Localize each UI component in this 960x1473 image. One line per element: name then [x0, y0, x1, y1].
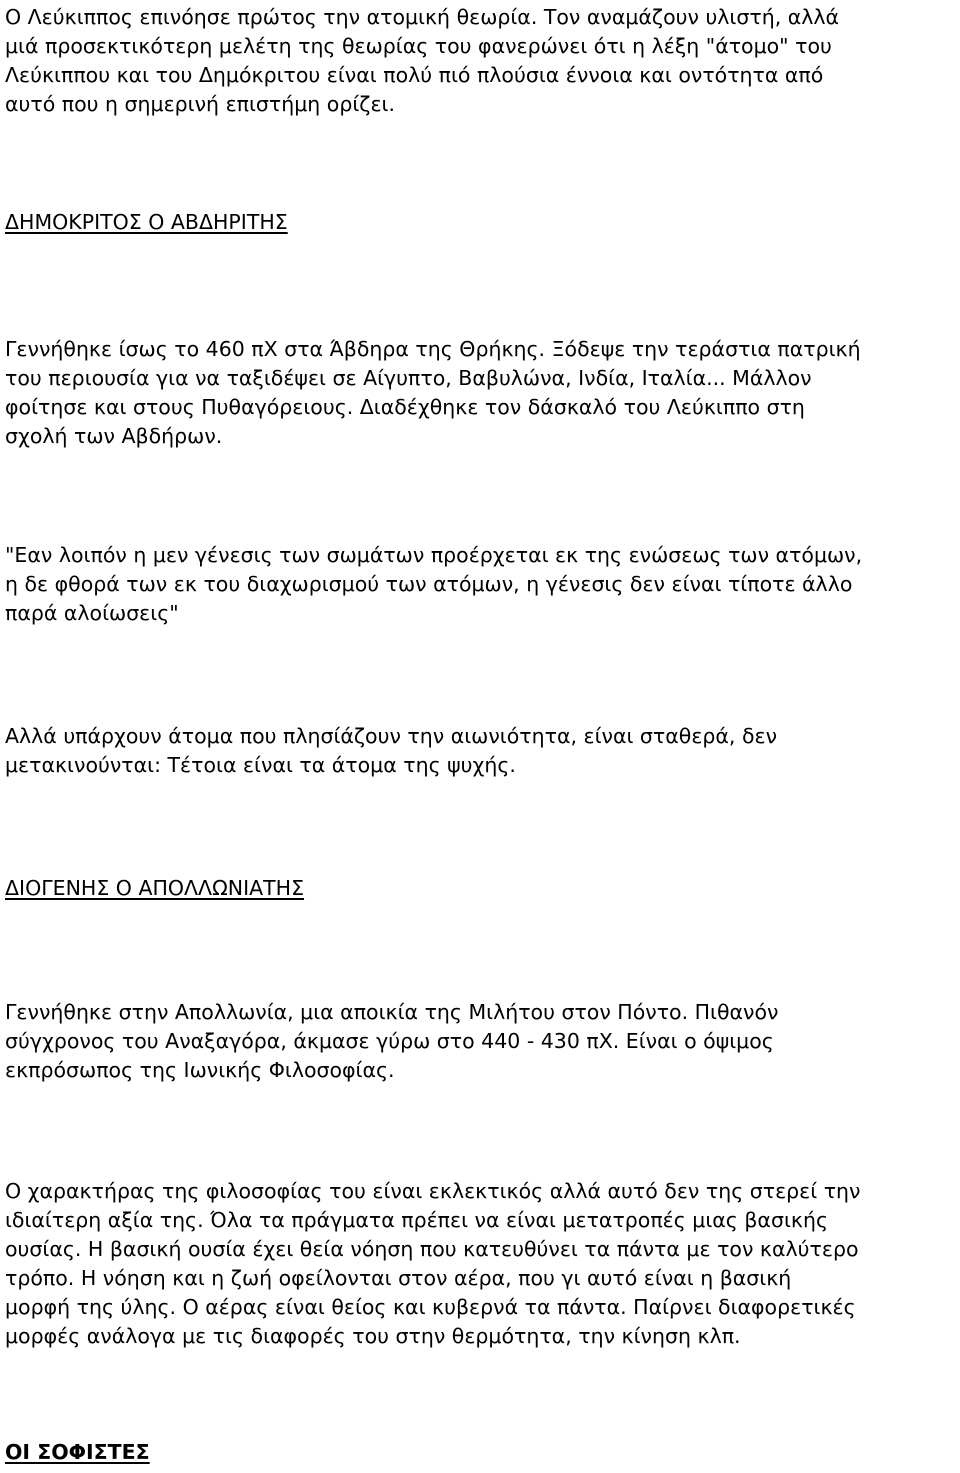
text-line: του περιουσία για να ταξιδέψει σε Αίγυπτο, Βαβυλώνα, Ινδία, Ιταλία... Μάλλον [5, 366, 812, 390]
diogenes-philosophy-paragraph [5, 1177, 960, 1351]
text-line: Ο Λεύκιππος επινόησε πρώτος την ατομική θεωρία. Τον αναμάζουν υλιστή, αλλά [5, 5, 840, 29]
text-line: μορφές ανάλογα με τις διαφορές του στην θερμότητα, την κίνηση κλπ. [5, 1324, 741, 1348]
text-line: σύγχρονος του Αναξαγόρα, άκμασε γύρω στο 440 - 430 πΧ. Είναι ο όψιμος [5, 1029, 774, 1053]
diogenes-bio-paragraph [5, 998, 960, 1085]
diogenes-heading: ΔΙΟΓΕΝΗΣ Ο ΑΠΟΛΛΩΝΙΑΤΗΣ [5, 876, 305, 900]
text-line: Αλλά υπάρχουν άτομα που πλησίάζουν την αιωνιότητα, είναι σταθερά, δεν [5, 724, 778, 748]
text-line: ουσίας. Η βασική ουσία έχει θεία νόηση που κατευθύνει τα πάντα με τον καλύτερο [5, 1237, 859, 1261]
democritus-bio-paragraph [5, 335, 960, 451]
sophists-heading: ΟΙ ΣΟΦΙΣΤΕΣ [5, 1440, 150, 1464]
text-line: Λεύκιππου και του Δημόκριτου είναι πολύ πιό πλούσια έννοια και οντότητα από [5, 63, 824, 87]
text-line: Γεννήθηκε ίσως το 460 πΧ στα Άβδηρα της Θρήκης. Ξόδεψε την τεράστια πατρική [5, 337, 861, 361]
text-line: η δε φθορά των εκ του διαχωρισμού των ατόμων, η γένεσις δεν είναι τίποτε άλλο [5, 572, 853, 596]
text-line: Γεννήθηκε στην Απολλωνία, μια αποικία της Μιλήτου στον Πόντο. Πιθανόν [5, 1000, 779, 1024]
text-line: εκπρόσωπος της Ιωνικής Φιλοσοφίας. [5, 1058, 395, 1082]
text-line: μορφή της ύλης. Ο αέρας είναι θείος και κυβερνά τα πάντα. Παίρνει διαφορετικές [5, 1295, 856, 1319]
text-line: Ο χαρακτήρας της φιλοσοφίας του είναι εκλεκτικός αλλά αυτό δεν της στερεί την [5, 1179, 861, 1203]
text-line: "Εαν λοιπόν η μεν γένεσις των σωμάτων προέρχεται εκ της ενώσεως των ατόμων, [5, 543, 863, 567]
text-line: τρόπο. Η νόηση και η ζωή οφείλονται στον αέρα, που γι αυτό είναι η βασική [5, 1266, 792, 1290]
democritus-soul-paragraph [5, 722, 960, 780]
text-line: μιά προσεκτικότερη μελέτη της θεωρίας του φανερώνει ότι η λέξη "άτομο" του [5, 34, 832, 58]
text-line: σχολή των Αβδήρων. [5, 424, 223, 448]
text-line: μετακινούνται: Τέτοια είναι τα άτομα της ψυχής. [5, 753, 516, 777]
text-line: αυτό που η σημερινή επιστήμη ορίζει. [5, 92, 395, 116]
text-line: ιδιαίτερη αξία της. Όλα τα πράγματα πρέπει να είναι μετατροπές μιας βασικής [5, 1208, 828, 1232]
democritus-quote-paragraph [5, 541, 960, 628]
intro-paragraph [5, 3, 960, 119]
text-line: παρά αλοίωσεις" [5, 601, 179, 625]
democritus-heading: ΔΗΜΟΚΡΙΤΟΣ Ο ΑΒΔΗΡΙΤΗΣ [5, 210, 288, 234]
text-line: φοίτησε και στους Πυθαγόρειους. Διαδέχθηκε τον δάσκαλό του Λεύκιππο στη [5, 395, 805, 419]
